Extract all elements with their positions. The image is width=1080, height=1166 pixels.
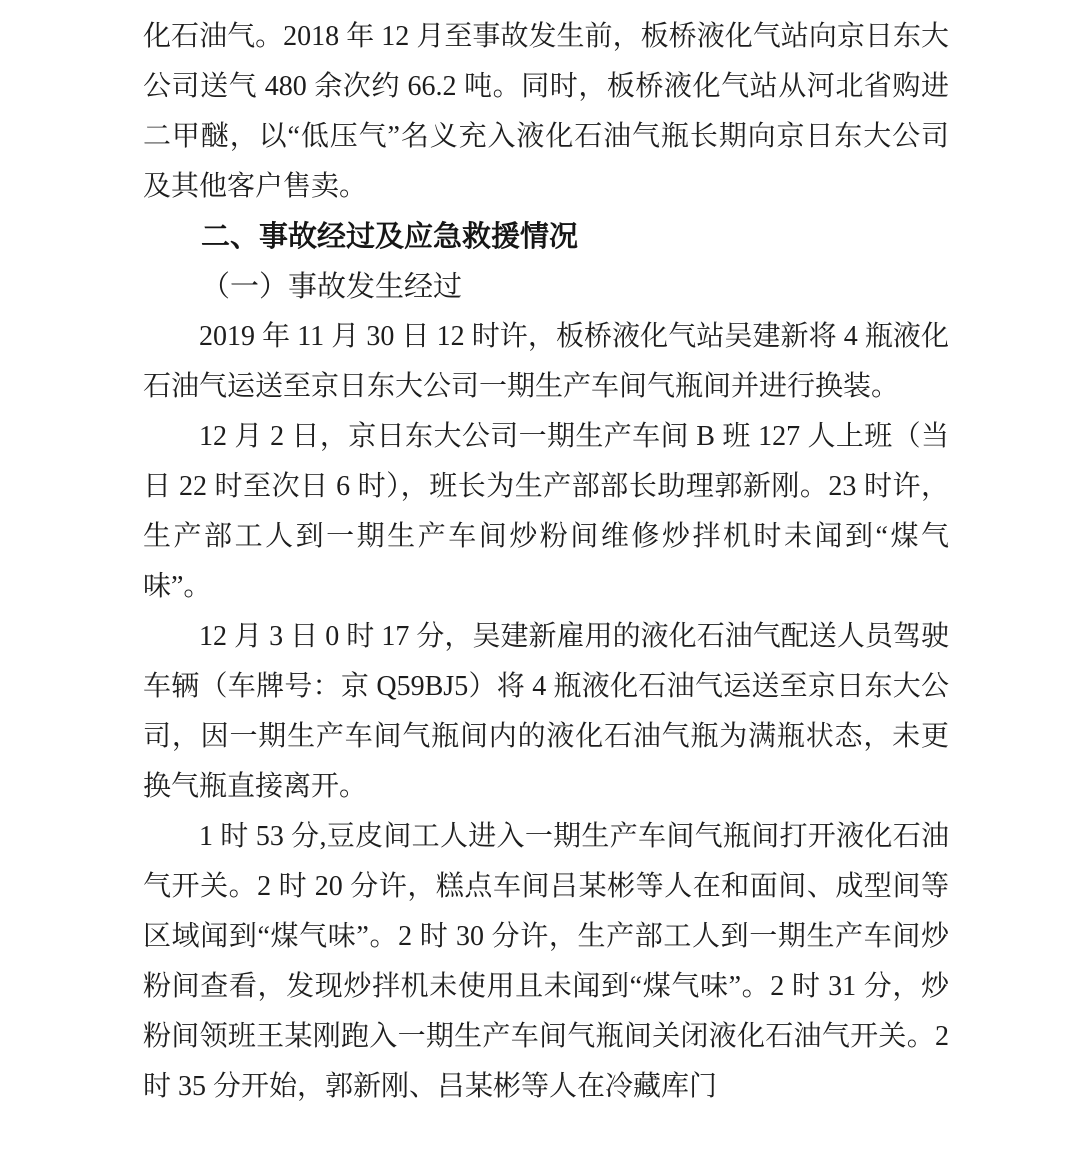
paragraph-incident-4: 1 时 53 分,豆皮间工人进入一期生产车间气瓶间打开液化石油气开关。2 时 20 分许，糕点车间吕某彬等人在和面间、成型间等区域闻到“煤气味”。2 时 30 分许，生产部工人到一期生产车间炒粉间查看，发现炒拌机未使用且未闻到“煤气味”。2 时 31 分，炒粉间领班王某刚跑入一期生产车间气瓶间关闭液化石油气开关。2 时 35 分开始，郭新刚、吕某彬等人在冷藏库门: [143, 821, 949, 1102]
paragraph-continuation: 化石油气。2018 年 12 月至事故发生前，板桥液化气站向京日东大公司送气 480 余次约 66.2 吨。同时，板桥液化气站从河北省购进二甲醚，以“低压气”名义充入液化石油气瓶长期向京日东大公司及其他客户售卖。: [143, 21, 949, 202]
subsection-heading: （一）事故发生经过: [201, 271, 463, 303]
paragraph-incident-1: 2019 年 11 月 30 日 12 时许，板桥液化气站吴建新将 4 瓶液化石油气运送至京日东大公司一期生产车间气瓶间并进行换装。: [143, 321, 949, 402]
section-heading: 二、事故经过及应急救援情况: [201, 221, 579, 253]
document-body: [143, 12, 949, 1112]
paragraph-incident-3: 12 月 3 日 0 时 17 分，吴建新雇用的液化石油气配送人员驾驶车辆（车牌号：京 Q59BJ5）将 4 瓶液化石油气运送至京日东大公司，因一期生产车间气瓶间内的液化石油气瓶为满瓶状态，未更换气瓶直接离开。: [143, 621, 949, 802]
paragraph-incident-2: 12 月 2 日，京日东大公司一期生产车间 B 班 127 人上班（当日 22 时至次日 6 时），班长为生产部部长助理郭新刚。23 时许，生产部工人到一期生产车间炒粉间维修炒拌机时未闻到“煤气味”。: [143, 421, 949, 602]
